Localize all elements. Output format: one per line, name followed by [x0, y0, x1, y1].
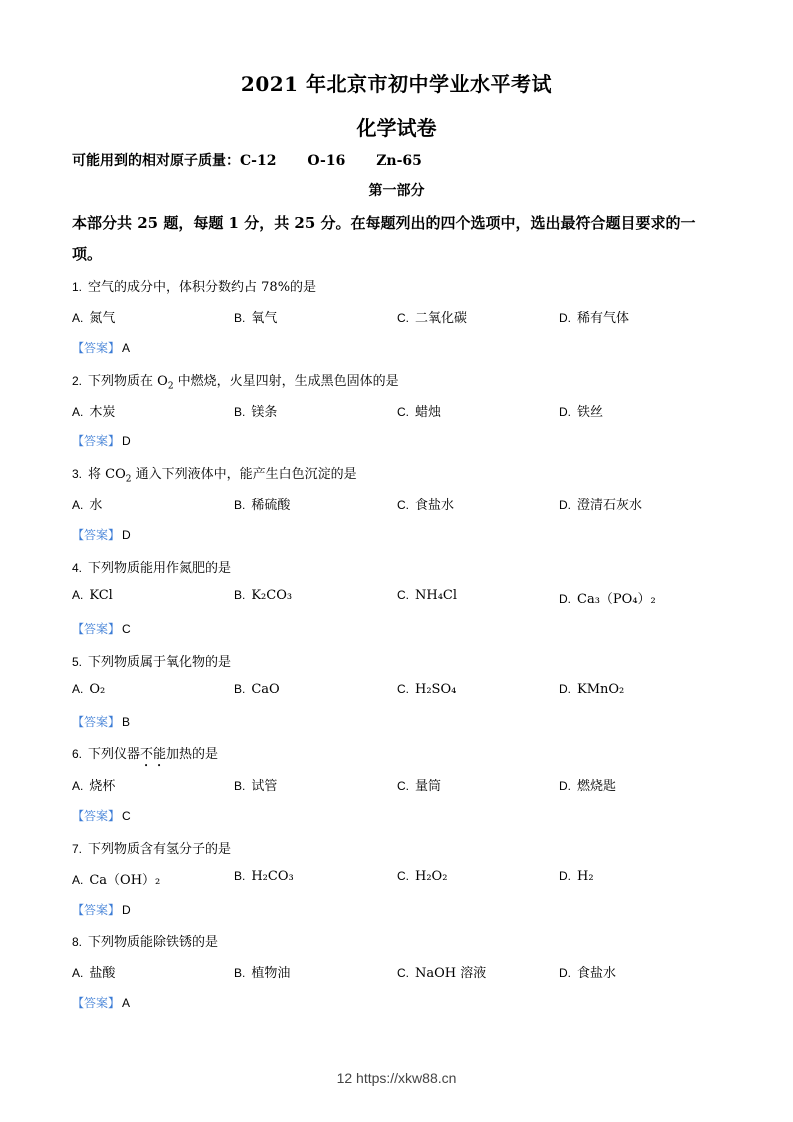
page-footer[interactable]: 12 https://xkw88.cn — [336, 1070, 457, 1086]
option — [397, 869, 447, 884]
text: C. — [397, 966, 409, 980]
text: 【答案】 — [72, 622, 121, 636]
atomic-masses — [72, 150, 422, 170]
text: D. — [559, 311, 571, 325]
question-7 — [72, 838, 231, 857]
emphasized-text: 不能 — [140, 747, 167, 762]
text: A. — [72, 873, 84, 887]
text: 食盐水 — [415, 498, 455, 513]
options-2 — [72, 401, 732, 421]
text: 下列物质属于氧化物的是 — [88, 655, 232, 670]
text: D. — [559, 869, 571, 883]
option — [234, 682, 280, 697]
text: 4. — [72, 561, 83, 575]
option — [559, 775, 616, 794]
text: 稀硫酸 — [251, 498, 291, 513]
options-5 — [72, 682, 732, 702]
text: K₂CO₃ — [251, 588, 293, 603]
text: 镁条 — [251, 405, 278, 420]
text: 植物油 — [251, 966, 291, 981]
text: A — [122, 996, 131, 1010]
option — [72, 682, 105, 697]
text: H₂SO₄ — [415, 682, 457, 697]
option — [234, 494, 290, 513]
option — [234, 401, 277, 420]
answer-1 — [72, 339, 130, 356]
text: 6. — [72, 747, 83, 761]
option-text: 稀有气体 — [577, 311, 630, 326]
option — [72, 588, 113, 603]
question-1 — [72, 276, 316, 295]
text: 5. — [72, 655, 83, 669]
text: 水 — [89, 498, 103, 513]
text: B. — [234, 498, 246, 512]
answer-8 — [72, 994, 130, 1011]
option — [397, 307, 467, 326]
text: A. — [72, 682, 84, 696]
text: 2 — [125, 474, 132, 485]
text: O₂ — [89, 682, 106, 697]
text: CaO — [251, 682, 280, 697]
text: A. — [72, 405, 84, 419]
text: NaOH 溶液 — [415, 966, 487, 981]
text: 8. — [72, 935, 83, 949]
text: B. — [234, 966, 246, 980]
option-text: 氧气 — [251, 311, 278, 326]
text: B. — [234, 682, 246, 696]
text: B — [122, 715, 131, 729]
option — [234, 962, 290, 981]
option — [559, 401, 603, 420]
text: 盐酸 — [89, 966, 116, 981]
text: 【答案】 — [72, 341, 121, 355]
answer-3 — [72, 526, 131, 543]
text: D. — [559, 405, 571, 419]
question-3 — [72, 463, 357, 485]
text: 【答案】 — [72, 996, 121, 1010]
answer-7 — [72, 901, 131, 918]
atomic-mass-o: O-16 — [307, 153, 346, 169]
option — [397, 962, 486, 981]
section-intro: 本部分共 25 题，每题 1 分，共 25 分。在每题列出的四个选项中，选出最符合题目要求的一项。 — [72, 214, 696, 263]
text: 下列物质在 O — [88, 374, 168, 389]
text: KMnO₂ — [577, 682, 625, 697]
text: C — [122, 622, 131, 636]
exam-subtitle: 化学试卷 — [356, 116, 437, 140]
option — [397, 401, 441, 420]
question-5 — [72, 651, 231, 670]
text: 【答案】 — [72, 715, 121, 729]
options-8 — [72, 962, 732, 982]
atomic-mass-zn: Zn-65 — [376, 153, 422, 169]
text: H₂O₂ — [415, 869, 448, 884]
option — [72, 307, 115, 326]
text: 蜡烛 — [415, 405, 442, 420]
text: D. — [559, 966, 571, 980]
text: 加热的是 — [166, 747, 219, 762]
options-6 — [72, 775, 732, 795]
text: NH₄Cl — [415, 588, 458, 603]
text: D. — [559, 779, 571, 793]
text: KCl — [89, 588, 113, 603]
options-4 — [72, 588, 732, 608]
option — [72, 775, 115, 794]
text: B. — [234, 311, 246, 325]
answer-4 — [72, 620, 131, 637]
text: A. — [72, 311, 84, 325]
text: 澄清石灰水 — [577, 498, 643, 513]
text: 铁丝 — [577, 405, 604, 420]
option — [72, 962, 115, 981]
text: Ca₃（PO₄）₂ — [577, 592, 656, 607]
text: D. — [559, 682, 571, 696]
text: 下列仪器 — [88, 747, 141, 762]
option — [72, 869, 160, 888]
text: 试管 — [251, 779, 278, 794]
option — [397, 682, 456, 697]
text: C. — [397, 588, 409, 602]
text: 中燃烧，火星四射，生成黑色固体的是 — [173, 374, 399, 389]
option-text: 二氧化碳 — [415, 311, 468, 326]
text: 2. — [72, 374, 83, 388]
text: 2 — [167, 381, 174, 392]
option — [559, 962, 616, 981]
text: D — [122, 434, 131, 448]
text: C. — [397, 682, 409, 696]
text: 【答案】 — [72, 809, 121, 823]
option — [234, 775, 277, 794]
text: 通入下列液体中，能产生白色沉淀的是 — [131, 467, 357, 482]
text: 下列物质含有氢分子的是 — [88, 842, 232, 857]
answer-2 — [72, 432, 131, 449]
text: D — [122, 903, 131, 917]
text: C. — [397, 311, 409, 325]
question-8 — [72, 931, 218, 950]
text: A. — [72, 588, 84, 602]
option — [234, 307, 277, 326]
text: H₂CO₃ — [251, 869, 294, 884]
part-heading: 第一部分 — [368, 183, 425, 199]
text: 1. — [72, 280, 83, 294]
atomic-mass-c: 可能用到的相对原子质量：C-12 — [72, 153, 277, 169]
options-1 — [72, 307, 732, 327]
text: 【答案】 — [72, 903, 121, 917]
text: D. — [559, 592, 571, 606]
text: A. — [72, 966, 84, 980]
text: 下列物质能除铁锈的是 — [88, 935, 219, 950]
text: A — [122, 341, 131, 355]
option — [72, 401, 115, 420]
text: 下列物质能用作氮肥的是 — [88, 561, 232, 576]
text: B. — [234, 588, 246, 602]
option — [559, 307, 629, 326]
text: 木炭 — [89, 405, 116, 420]
text: Ca（OH）₂ — [89, 873, 161, 888]
text: 烧杯 — [89, 779, 116, 794]
text: 【答案】 — [72, 434, 121, 448]
text: C — [122, 809, 131, 823]
option-text: 氮气 — [89, 311, 116, 326]
text: H₂ — [577, 869, 594, 884]
text: 将 CO — [88, 467, 126, 482]
text: C. — [397, 779, 409, 793]
question-2 — [72, 370, 399, 392]
text: 7. — [72, 842, 83, 856]
text: A. — [72, 498, 84, 512]
option — [397, 494, 454, 513]
option — [559, 588, 656, 607]
option — [559, 494, 642, 513]
text: B. — [234, 779, 246, 793]
text: D. — [559, 498, 571, 512]
options-3 — [72, 494, 732, 514]
text: 3. — [72, 467, 83, 481]
options-7 — [72, 869, 732, 889]
text: B. — [234, 869, 246, 883]
question-4 — [72, 557, 231, 576]
text: D — [122, 528, 131, 542]
answer-5 — [72, 713, 130, 730]
text: C. — [397, 869, 409, 883]
option — [397, 588, 457, 603]
text: A. — [72, 779, 84, 793]
text: B. — [234, 405, 246, 419]
option — [234, 588, 292, 603]
option — [234, 869, 294, 884]
option — [72, 494, 102, 513]
text: C. — [397, 405, 409, 419]
question-stem: 空气的成分中，体积分数约占 78%的是 — [88, 280, 317, 295]
option — [397, 775, 441, 794]
exam-title: 2021 年北京市初中学业水平考试 — [240, 72, 553, 96]
text: 燃烧匙 — [577, 779, 617, 794]
option — [559, 682, 624, 697]
text: 量筒 — [415, 779, 442, 794]
option — [559, 869, 594, 884]
answer-6 — [72, 807, 131, 824]
text: 食盐水 — [577, 966, 617, 981]
text: C. — [397, 498, 409, 512]
text: 【答案】 — [72, 528, 121, 542]
question-6 — [72, 743, 218, 770]
